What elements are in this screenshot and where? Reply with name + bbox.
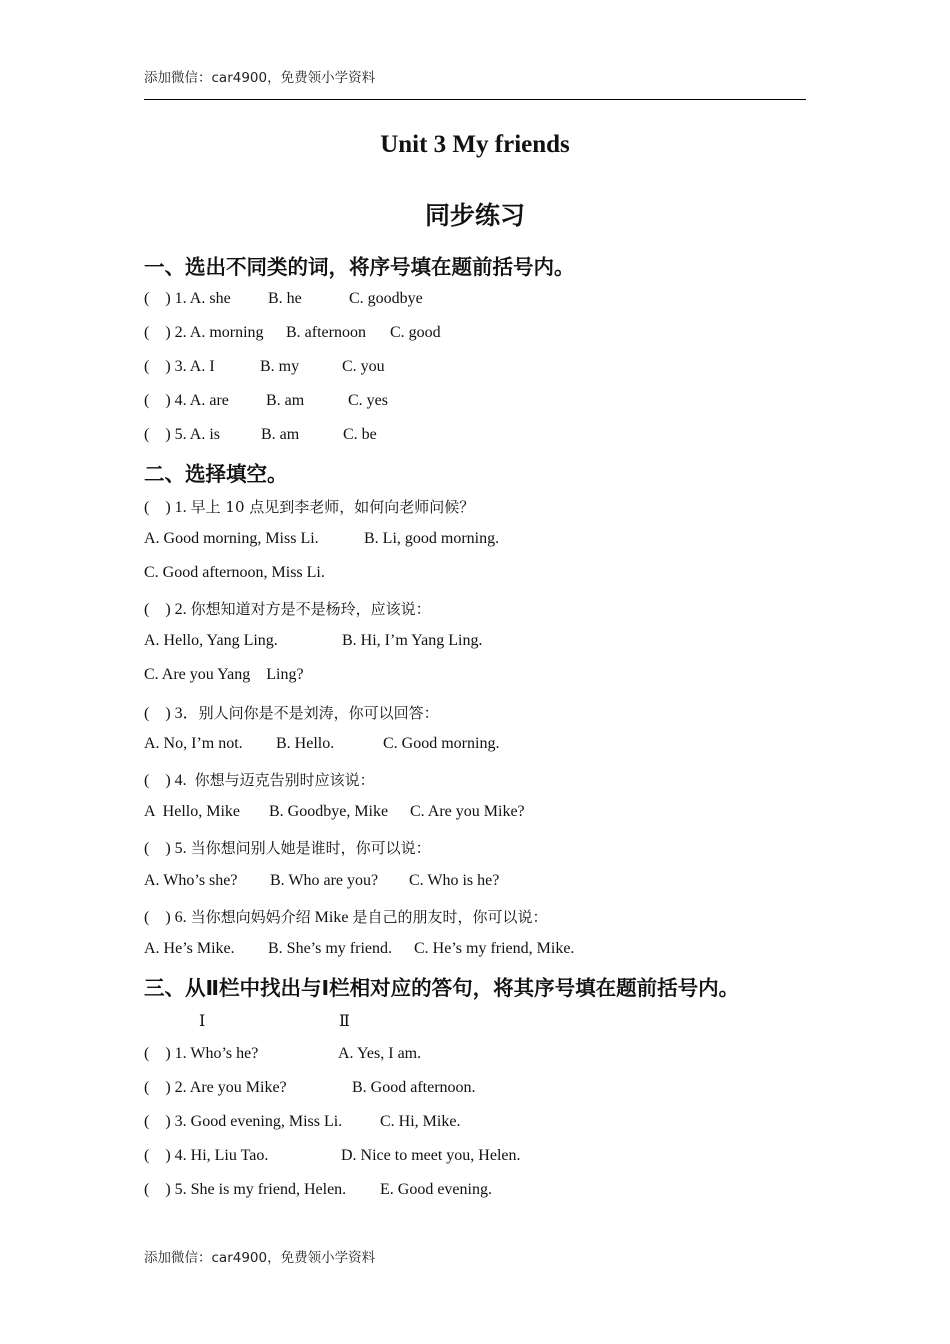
s2-q3: ( ) 3．别人问你是不是刘涛，你可以回答： bbox=[144, 704, 439, 722]
header-note: 添加微信：car4900，免费领小学资料 bbox=[144, 70, 376, 86]
s1-item-3: ( ) 3. A. I B. my C. you bbox=[144, 358, 385, 375]
s3-row-2: ( ) 2. Are you Mike? B. Good afternoon. bbox=[144, 1079, 476, 1096]
s2-q4-options: A Hello, Mike B. Goodbye, Mike C. Are you Mike? bbox=[144, 803, 525, 820]
s2-q5-options: A. Who’s she? B. Who are you? C. Who is he? bbox=[144, 872, 500, 889]
s2-q6: ( ) 6. 当你想向妈妈介绍 Mike 是自己的朋友时，你可以说： bbox=[144, 908, 548, 926]
s1-item-5: ( ) 5. A. is B. am C. be bbox=[144, 426, 377, 443]
header-rule bbox=[144, 99, 806, 100]
column-one-label: Ⅰ bbox=[199, 1013, 206, 1030]
s3-row-1: ( ) 1. Who’s he? A. Yes, I am. bbox=[144, 1045, 422, 1062]
section3-heading: 三、从Ⅱ栏中找出与Ⅰ栏相对应的答句，将其序号填在题前括号内。 bbox=[144, 976, 740, 1000]
s3-row-4: ( ) 4. Hi, Liu Tao. D. Nice to meet you, Helen. bbox=[144, 1147, 521, 1164]
footer-note: 添加微信：car4900，免费领小学资料 bbox=[144, 1250, 376, 1266]
page-subtitle: 同步练习 bbox=[424, 201, 525, 230]
s2-q3-options: A. No, I’m not. B. Hello. C. Good morning. bbox=[144, 735, 500, 752]
s3-row-5: ( ) 5. She is my friend, Helen. E. Good evening. bbox=[144, 1181, 492, 1198]
s2-q2: ( ) 2. 你想知道对方是不是杨玲，应该说： bbox=[144, 600, 431, 618]
s1-item-2: ( ) 2. A. morning B. afternoon C. good bbox=[144, 324, 441, 341]
s1-item-1: ( ) 1. A. she B. he C. goodbye bbox=[144, 290, 423, 307]
s2-q1: ( ) 1. 早上 10 点见到李老师，如何向老师问候？ bbox=[144, 498, 475, 516]
s2-q1-options-ab: A. Good morning, Miss Li. B. Li, good morning. bbox=[144, 530, 500, 547]
s2-q2-options-ab: A. Hello, Yang Ling. B. Hi, I’m Yang Ling. bbox=[144, 632, 483, 649]
s2-q2-option-c: C. Are you Yang Ling? bbox=[144, 666, 304, 683]
page-title: Unit 3 My friends bbox=[380, 131, 570, 158]
s1-item-4: ( ) 4. A. are B. am C. yes bbox=[144, 392, 388, 409]
section2-heading: 二、选择填空。 bbox=[144, 462, 288, 486]
s2-q4: ( ) 4. 你想与迈克告别时应该说： bbox=[144, 771, 375, 789]
s2-q5: ( ) 5. 当你想问别人她是谁时，你可以说： bbox=[144, 839, 431, 857]
section1-heading: 一、选出不同类的词，将序号填在题前括号内。 bbox=[144, 255, 575, 279]
s2-q6-options: A. He’s Mike. B. She’s my friend. C. He’s my friend, Mike. bbox=[144, 940, 575, 957]
column-two-label: Ⅱ bbox=[339, 1013, 350, 1030]
s3-row-3: ( ) 3. Good evening, Miss Li. C. Hi, Mike. bbox=[144, 1113, 461, 1130]
s2-q1-option-c: C. Good afternoon, Miss Li. bbox=[144, 564, 325, 581]
